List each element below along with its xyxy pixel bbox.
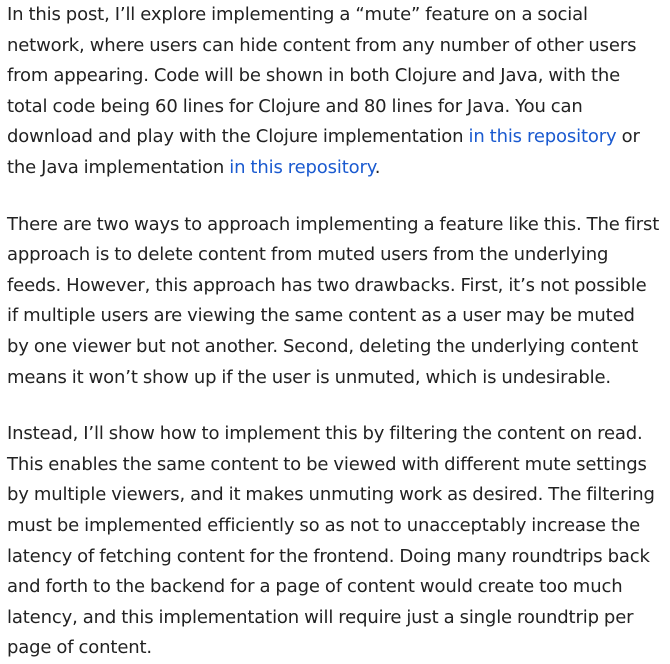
approaches-paragraph: There are two ways to approach implementing a feature like this. The first approach is to delete content from muted users from the underlying feeds. However, this approach has two drawbacks. First, it’s not possible if multiple users are viewing the same content as a user may be muted by one viewer but not another. Second, deleting the underlying content means it won’t show up if the user is unmuted, which is undesirable. bbox=[7, 213, 660, 388]
intro-text: In this post, I’ll explore implementing a “mute” feature on a social network, where users can hide content from any number of other users from appearing. Code will be shown in both Clojure and Java, with the total code being 60 lines for Clojure and 80 lines for Java. You can download and play with the Clojure implementation bbox=[7, 4, 637, 148]
intro-paragraph bbox=[7, 0, 660, 184]
intro-text-end: . bbox=[374, 156, 381, 178]
java-repository-link[interactable]: in this repository bbox=[229, 156, 375, 178]
filtering-paragraph: Instead, I’ll show how to implement this by filtering the content on read. This enables the same content to be viewed with different mute settings by multiple viewers, and it makes unmuting work as desired. The filtering must be implemented efficiently so as not to unacceptably increase the latency of fetching content for the frontend. Doing many roundtrips back and forth to the backend for a page of content would create too much latency, and this implementation will require just a single roundtrip per page of content. bbox=[7, 423, 655, 659]
clojure-repository-link[interactable]: in this repository bbox=[468, 126, 617, 148]
intro-text-between-links: or the Java implementation bbox=[7, 126, 640, 178]
